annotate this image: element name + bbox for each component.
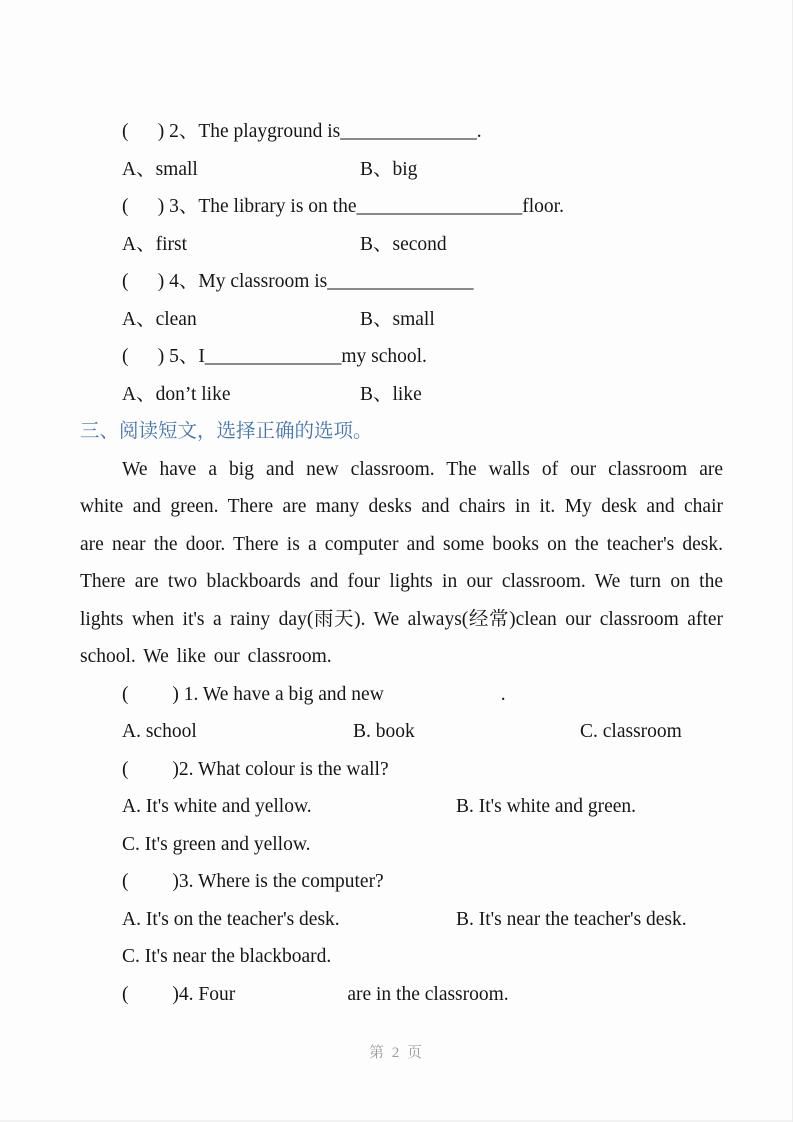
question-3: ( ) 3、The library is on the_________________floor.: [122, 196, 564, 217]
reading-q1-option-b: B. book: [353, 721, 415, 742]
reading-question-2-options-ab: [80, 788, 723, 826]
reading-q3-option-b: B. It's near the teacher's desk.: [456, 908, 687, 930]
question-5: ( ) 5、I______________my school.: [122, 346, 427, 367]
reading-question-4: ( )4. Four are in the classroom.: [122, 983, 509, 1005]
reading-q2-option-a: A. It's white and yellow.: [122, 796, 312, 817]
question-2-option-b: B、big: [360, 158, 418, 180]
reading-q1-option-a: A. school: [122, 721, 197, 742]
reading-question-1: ( ) 1. We have a big and new .: [122, 683, 506, 705]
question-3-options: [80, 226, 723, 264]
reading-q3-option-a: A. It's on the teacher's desk.: [122, 908, 340, 930]
question-4-option-b: B、small: [360, 308, 435, 330]
section2-questions: [80, 113, 723, 413]
page-content: [80, 0, 723, 1013]
reading-question-3-option-c: C. It's near the blackboard.: [122, 946, 332, 967]
question-2-options: [80, 151, 723, 189]
question-5-options: [80, 376, 723, 414]
question-5-option-b: B、like: [360, 383, 422, 405]
reading-question-3: ( )3. Where is the computer?: [122, 871, 384, 892]
question-4-options: [80, 301, 723, 339]
reading-q2-option-b: B. It's white and green.: [456, 796, 637, 817]
question-4: ( ) 4、My classroom is_______________: [122, 271, 474, 292]
reading-passage: We have a big and new classroom. The walls of our classroom are white and green. There are many desks and chairs in it. My desk and chair are near the door. There is a computer and some books on the teacher's desk. There are two blackboards and four lights in our classroom. We turn on the lights when it's a rainy day(雨天). We always(经常)clean our classroom after school. We like our classroom.: [80, 458, 723, 667]
reading-question-3-options-ab: [80, 901, 723, 939]
question-2: ( ) 2、The playground is______________.: [122, 121, 482, 142]
section3-questions: [80, 676, 723, 1014]
page-number: 第 2 页: [368, 1045, 424, 1061]
question-5-option-a: A、don’t like: [122, 383, 231, 405]
reading-question-2-option-c: C. It's green and yellow.: [122, 833, 311, 855]
section3-heading: 三、阅读短文，选择正确的选项。: [80, 421, 373, 442]
question-3-option-a: A、first: [122, 233, 187, 255]
question-2-option-a: A、small: [122, 158, 198, 180]
reading-question-2: ( )2. What colour is the wall?: [122, 758, 389, 780]
question-3-option-b: B、second: [360, 233, 447, 255]
question-4-option-a: A、clean: [122, 308, 197, 330]
reading-q1-option-c: C. classroom: [580, 721, 682, 742]
reading-question-1-options: [80, 713, 723, 751]
